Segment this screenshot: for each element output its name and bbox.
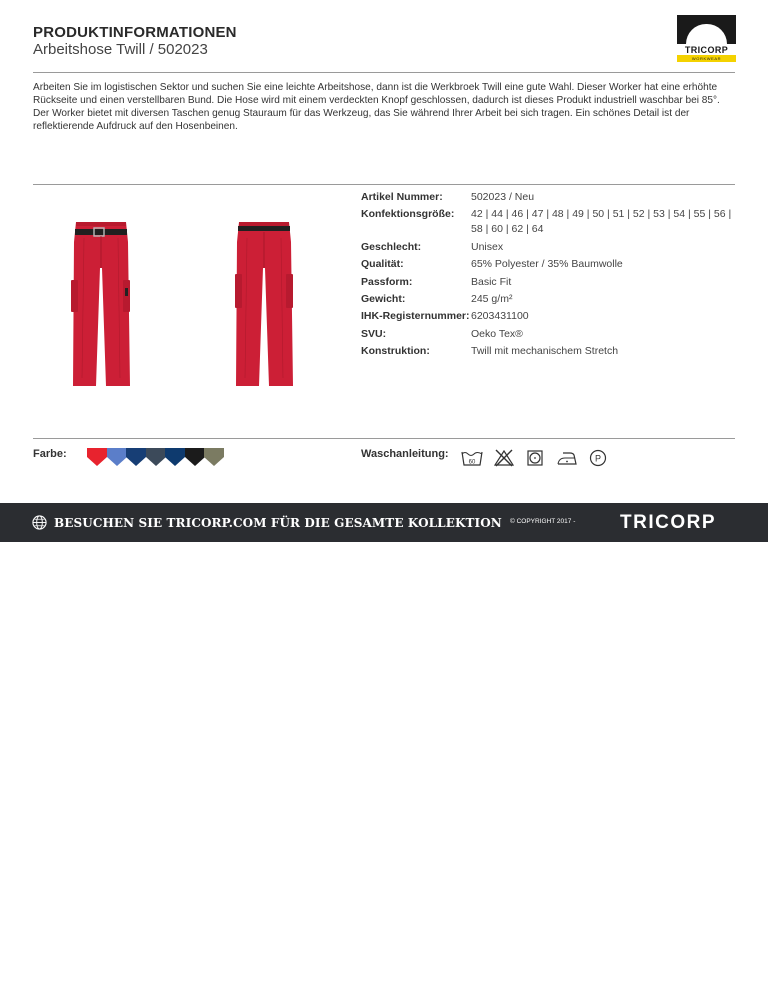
spec-label: Gewicht: (361, 292, 406, 305)
color-swatch[interactable] (204, 448, 224, 466)
copyright-text: © COPYRIGHT 2017 - (510, 518, 576, 525)
dry-clean-letter: P (594, 453, 602, 464)
footer-brand-logo: TRICORP (620, 512, 716, 533)
spec-value: 6203431100 (471, 310, 529, 323)
pants-front-image (70, 218, 132, 390)
footer-bar (0, 503, 768, 542)
pants-back-image (233, 218, 295, 390)
color-swatches (87, 448, 224, 466)
spec-value: 502023 / Neu (471, 191, 535, 203)
spec-label: Artikel Nummer: (361, 191, 443, 203)
dry-clean-p-icon (587, 449, 609, 467)
wash-60-icon (461, 449, 483, 467)
spec-value: Twill mit mechanischem Stretch (471, 345, 619, 358)
tricorp-logo (677, 15, 736, 61)
spec-label: Passform: (361, 275, 413, 288)
color-swatch[interactable] (165, 448, 185, 466)
color-swatch[interactable] (146, 448, 166, 466)
page-title: PRODUKTINFORMATIONEN (33, 24, 237, 41)
spec-row-svu (361, 327, 741, 342)
logo-tagline: WORKWEAR (677, 55, 736, 62)
spec-label: Geschlecht: (361, 240, 422, 253)
spec-row-passform (361, 275, 741, 290)
spec-label: IHK-Registernummer: (361, 310, 470, 323)
iron-icon (556, 449, 578, 467)
spec-row-artikel (361, 190, 741, 205)
logo-wordmark: TRICORP (677, 44, 736, 56)
spec-table (361, 190, 741, 362)
spec-value: 245 g/m² (471, 292, 513, 305)
spec-row-groesse (361, 207, 741, 237)
spec-value: 65% Polyester / 35% Baumwolle (471, 258, 623, 271)
spec-value: 42 | 44 | 46 | 47 | 48 | 49 | 50 | 51 | 52 | 53 | 54 | 55 | 56 | 58 | 60 | 62 | 64 (471, 208, 732, 236)
color-swatch[interactable] (126, 448, 146, 466)
spec-row-gewicht (361, 292, 741, 307)
wash-temperature: 60 (468, 459, 476, 466)
color-swatch[interactable] (87, 448, 107, 466)
spec-row-qualitaet (361, 257, 741, 272)
product-description: Arbeiten Sie im logistischen Sektor und suchen Sie eine leichte Arbeitshose, dann ist die Werkbroek Twill eine gute Wahl. Dieser Worker hat eine erhöhte Rückseite und einen verstellbaren Bund. Die Hose wird mit einem verdeckten Knopf geschlossen, dadurch ist dieses Produkt industriell waschbar bei 85°. Der Worker bietet mit diversen Taschen genug Stauraum für das Werkzeug, das Sie während Ihrer Arbeit bei sich tragen. Ein schönes Detail ist der reflektierende Aufdruck auf den Hosenbeinen. (33, 82, 720, 132)
spec-value: Unisex (471, 240, 504, 253)
page-subtitle: Arbeitshose Twill / 502023 (33, 41, 208, 58)
spec-row-geschlecht (361, 240, 741, 255)
spec-value: Oeko Tex® (471, 327, 523, 340)
spec-label: SVU: (361, 327, 387, 340)
tumble-dry-icon (524, 449, 546, 467)
spec-label: Konstruktion: (361, 345, 430, 358)
spec-label: Qualität: (361, 258, 404, 271)
spec-label: Konfektionsgröße: (361, 208, 455, 221)
color-label: Farbe: (33, 448, 67, 460)
spec-row-ihk (361, 309, 741, 324)
spec-row-konstruktion (361, 344, 741, 359)
care-icons (461, 449, 619, 467)
care-label: Waschanleitung: (361, 448, 449, 460)
divider (33, 72, 735, 73)
color-swatch[interactable] (185, 448, 205, 466)
color-swatch[interactable] (107, 448, 127, 466)
divider (33, 184, 735, 185)
logo-arch-icon (677, 15, 736, 45)
no-bleach-icon (493, 449, 515, 467)
globe-icon (32, 515, 47, 530)
footer-cta-link[interactable]: BESUCHEN SIE TRICORP.COM FÜR DIE GESAMTE KOLLEKTION (54, 516, 502, 530)
spec-value: Basic Fit (471, 275, 512, 288)
divider (33, 438, 735, 439)
